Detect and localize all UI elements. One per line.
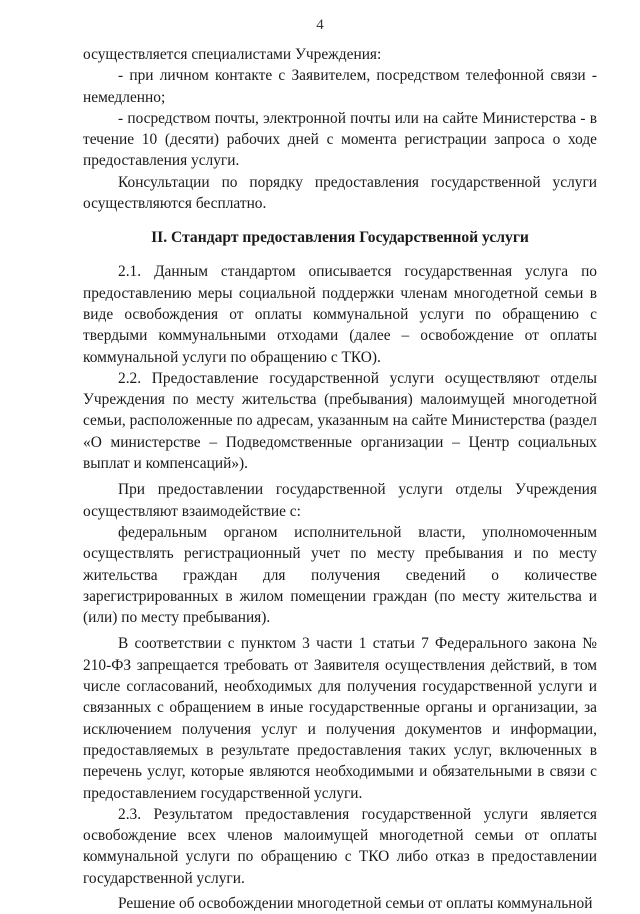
paragraph-2-2: 2.2. Предоставление государственной услуги осуществляют отделы Учреждения по месту жительства (пребывания) малоимущей многодетной семьи, расположенные по адресам, указанным на сайте Министерства (раздел «О министерстве – Подведомственные организации – Центр социальных выплат и компенсаций»). [83,369,597,473]
page-number: 4 [316,17,324,33]
document-body [83,44,597,914]
intro-paragraph-3: - посредством почты, электронной почты или на сайте Министерства - в течение 10 (десяти) рабочих дней с момента регистрации запроса о ходе предоставления услуги. [83,109,597,170]
section-title: II. Стандарт предоставления Государственной услуги [151,229,529,247]
paragraph-federal-law: В соответствии с пунктом 3 части 1 статьи 7 Федерального закона № 210-ФЗ запрещается требовать от Заявителя осуществления действий, в том числе согласований, необходимых для получения государственной услуги и связанных с обращением в иные государственные органы и организации, за исключением получения услуг и получения документов и информации, предоставляемых в результате предоставления таких услуг, включенных в перечень услуг, которые являются необходимыми и обязательными в связи с предоставлением государственной услуги. [83,635,597,802]
intro-paragraph-2: - при личном контакте с Заявителем, посредством телефонной связи - немедленно; [83,67,597,106]
paragraph-interaction: При предоставлении государственной услуги отделы Учреждения осуществляют взаимодействие с: [83,481,597,520]
paragraph-2-3: 2.3. Результатом предоставления государственной услуги является освобождение всех членов малоимущей многодетной семьи от оплаты коммунальной услуги по обращению с ТКО либо отказ в предоставлении государственной услуги. [83,805,597,887]
intro-paragraph-4: Консультации по порядку предоставления государственной услуги осуществляются бесплатно. [83,173,597,213]
intro-paragraph-1: осуществляется специалистами Учреждения: [83,46,382,63]
paragraph-decision: Решение об освобождении многодетной семьи от оплаты коммунальной [118,894,593,912]
paragraph-federal-body: федеральным органом исполнительной власти, уполномоченным осуществлять регистрационный учет по месту пребывания и по месту жительства граждан для получения сведений о количестве зарегистрированных в жилом помещении граждан (по месту жительства и (или) по месту пребывания). [83,523,597,627]
paragraph-2-1: 2.1. Данным стандартом описывается государственная услуга по предоставлению меры социальной поддержки членам многодетной семьи в виде освобождения от оплаты коммунальной услуги по обращению с твердыми коммунальными отходами (далее – освобождение от оплаты коммунальной услуги по обращению с ТКО). [83,263,597,366]
